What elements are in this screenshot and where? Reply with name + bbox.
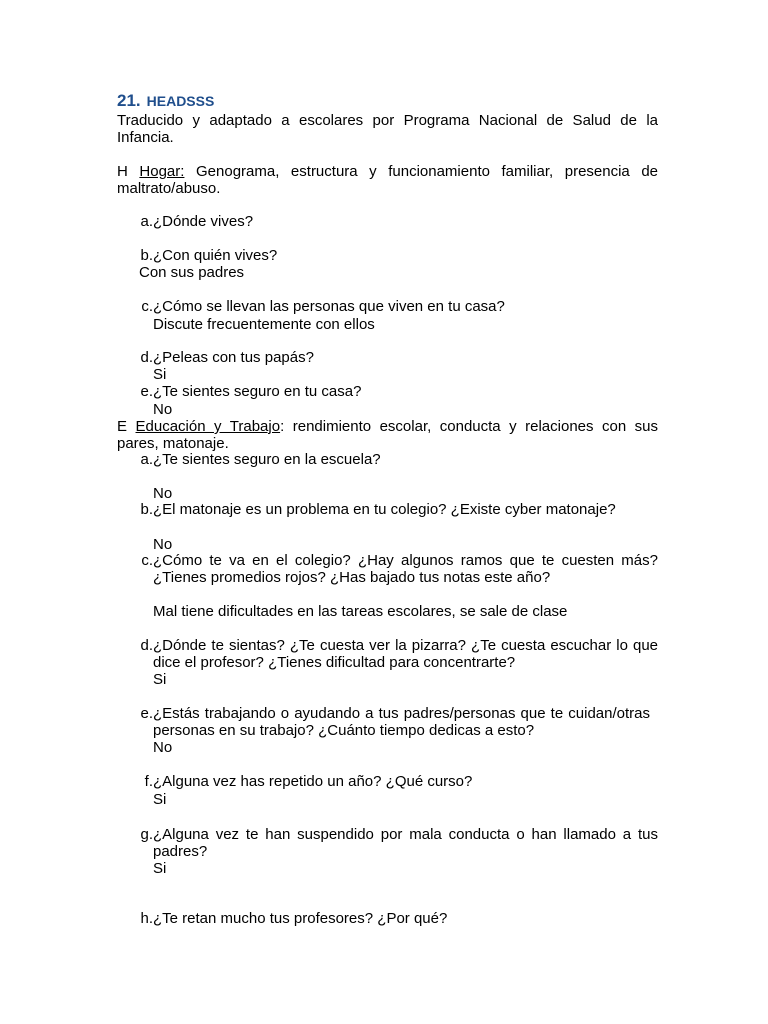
item-label: c.: [141, 552, 153, 569]
list-item: [139, 826, 658, 860]
item-answer: Discute frecuentemente con ellos: [153, 316, 375, 333]
item-label: a.: [140, 451, 153, 468]
list-item: [139, 298, 658, 315]
item-answer: No: [153, 401, 173, 418]
item-answer: Mal tiene dificultades en las tareas escolares, se sale de clase: [153, 603, 568, 620]
educacion-paragraph: [117, 418, 658, 452]
item-question: ¿Estás trabajando o ayudando a tus padres/personas que te cuidan/otras personas en su trabajo? ¿Cuánto tiempo dedicas a esto?: [153, 705, 650, 739]
item-label: g.: [140, 826, 153, 843]
list-item: [139, 552, 658, 586]
item-label: b.: [140, 247, 153, 264]
educacion-description: : rendimiento escolar, conducta y relaciones con sus pares, matonaje.: [117, 418, 658, 452]
item-question: ¿Te sientes seguro en tu casa?: [153, 383, 362, 400]
item-answer: Si: [153, 791, 167, 808]
educacion-letter: E: [117, 418, 128, 435]
item-question: ¿Alguna vez has repetido un año? ¿Qué curso?: [153, 773, 473, 790]
item-answer: Con sus padres: [139, 264, 245, 281]
list-item: [139, 910, 658, 927]
item-label: d.: [140, 349, 153, 366]
list-item: [139, 637, 658, 671]
hogar-paragraph: [117, 163, 658, 197]
hogar-description: Genograma, estructura y funcionamiento familiar, presencia de maltrato/abuso.: [117, 163, 659, 197]
item-question: ¿Te retan mucho tus profesores? ¿Por qué?: [153, 910, 448, 927]
list-item: [139, 247, 658, 264]
hogar-title: Hogar:: [139, 163, 185, 180]
list-item: [139, 383, 658, 400]
item-label: e.: [140, 383, 153, 400]
item-question: ¿Alguna vez te han suspendido por mala conducta o han llamado a tus padres?: [153, 826, 658, 860]
list-item: [139, 213, 658, 230]
list-item: [139, 773, 658, 790]
list-item: [139, 501, 658, 518]
item-label: b.: [140, 501, 153, 518]
item-label: e.: [140, 705, 153, 722]
item-question: ¿Peleas con tus papás?: [153, 349, 314, 366]
section-name: HEADSSS: [146, 93, 215, 109]
item-question: ¿Cómo te va en el colegio? ¿Hay algunos ramos que te cuesten más? ¿Tienes promedios rojos? ¿Has bajado tus notas este año?: [153, 552, 658, 586]
item-question: ¿El matonaje es un problema en tu colegio? ¿Existe cyber matonaje?: [153, 501, 616, 518]
item-answer: No: [153, 536, 173, 553]
section-heading: [117, 92, 214, 110]
item-label: f.: [144, 773, 153, 790]
item-answer: Si: [153, 366, 167, 383]
item-answer: Si: [153, 860, 167, 877]
educacion-title: Educación y Trabajo: [135, 418, 281, 435]
item-question: ¿Con quién vives?: [153, 247, 278, 264]
item-answer: No: [153, 485, 173, 502]
intro-paragraph: Traducido y adaptado a escolares por Programa Nacional de Salud de la Infancia.: [117, 112, 658, 146]
section-number: 21.: [117, 91, 141, 110]
item-question: ¿Dónde te sientas? ¿Te cuesta ver la pizarra? ¿Te cuesta escuchar lo que dice el profesor? ¿Tienes dificultad para concentrarte?: [153, 637, 658, 671]
list-item: [139, 349, 658, 366]
item-label: c.: [141, 298, 153, 315]
item-question: ¿Cómo se llevan las personas que viven en tu casa?: [153, 298, 505, 315]
item-question: ¿Te sientes seguro en la escuela?: [153, 451, 381, 468]
item-label: h.: [140, 910, 153, 927]
item-answer: Si: [153, 671, 167, 688]
item-answer: No: [153, 739, 173, 756]
item-label: d.: [140, 637, 153, 654]
item-label: a.: [140, 213, 153, 230]
list-item: [139, 451, 658, 468]
hogar-letter: H: [117, 163, 128, 180]
item-question: ¿Dónde vives?: [153, 213, 254, 230]
list-item: [139, 705, 658, 739]
